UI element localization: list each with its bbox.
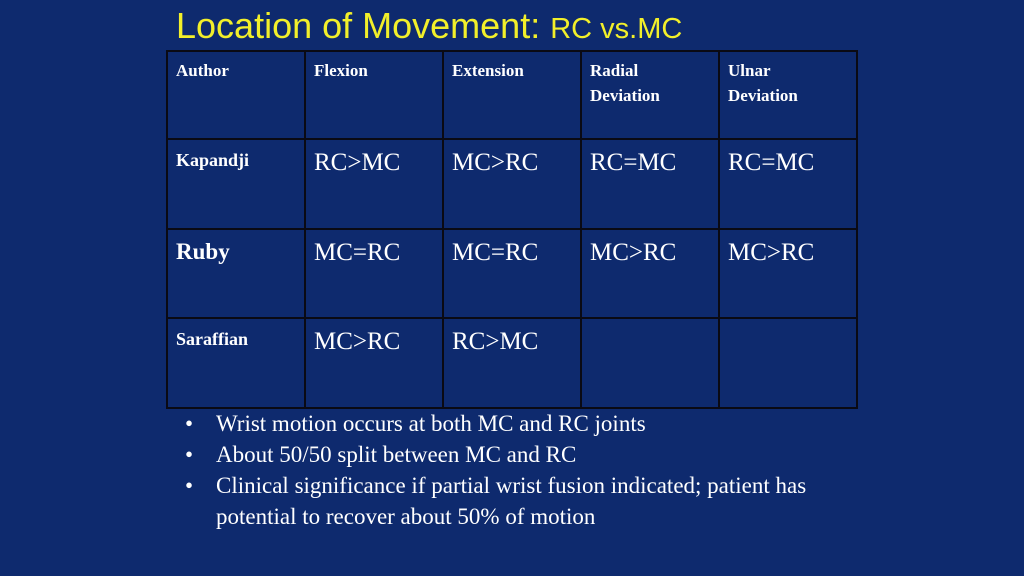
bullet-text: Wrist motion occurs at both MC and RC joints [216,411,646,436]
table-cell: MC>RC [719,229,857,318]
table-cell [719,318,857,408]
title-sub: RC vs.MC [550,13,683,45]
table-cell [581,318,719,408]
table-cell: MC>RC [443,139,581,229]
table-cell: MC>RC [581,229,719,318]
header-ulnar-deviation-label: Ulnar Deviation [728,61,798,105]
bullet-text: About 50/50 split between MC and RC [216,442,577,467]
table-header-row [167,51,857,139]
row-author: Kapandji [167,139,305,229]
table-cell: RC=MC [719,139,857,229]
table-row [167,139,857,229]
header-extension: Extension [443,51,581,139]
row-author: Saraffian [167,318,305,408]
header-flexion: Flexion [305,51,443,139]
bullet-dot-icon: • [185,442,194,467]
table-cell: MC=RC [443,229,581,318]
bullet-item [185,439,845,470]
table-row [167,318,857,408]
bullet-text: Clinical significance if partial wrist fusion indicated; patient has potential to recover about 50% of motion [216,473,807,529]
table-cell: MC=RC [305,229,443,318]
table-cell: MC>RC [305,318,443,408]
table-cell: RC=MC [581,139,719,229]
comparison-table [166,50,858,409]
slide-title [176,4,682,51]
title-main: Location of Movement: [176,5,541,46]
row-author: Ruby [167,229,305,318]
bullet-dot-icon: • [185,411,194,436]
header-radial-deviation [581,51,719,139]
bullet-item [185,470,845,532]
header-radial-deviation-label: Radial Deviation [590,61,660,105]
bullet-dot-icon: • [185,473,194,498]
bullet-list [185,408,845,532]
header-ulnar-deviation [719,51,857,139]
table-cell: RC>MC [305,139,443,229]
table-row [167,229,857,318]
header-author: Author [167,51,305,139]
bullet-item [185,408,845,439]
table-cell: RC>MC [443,318,581,408]
